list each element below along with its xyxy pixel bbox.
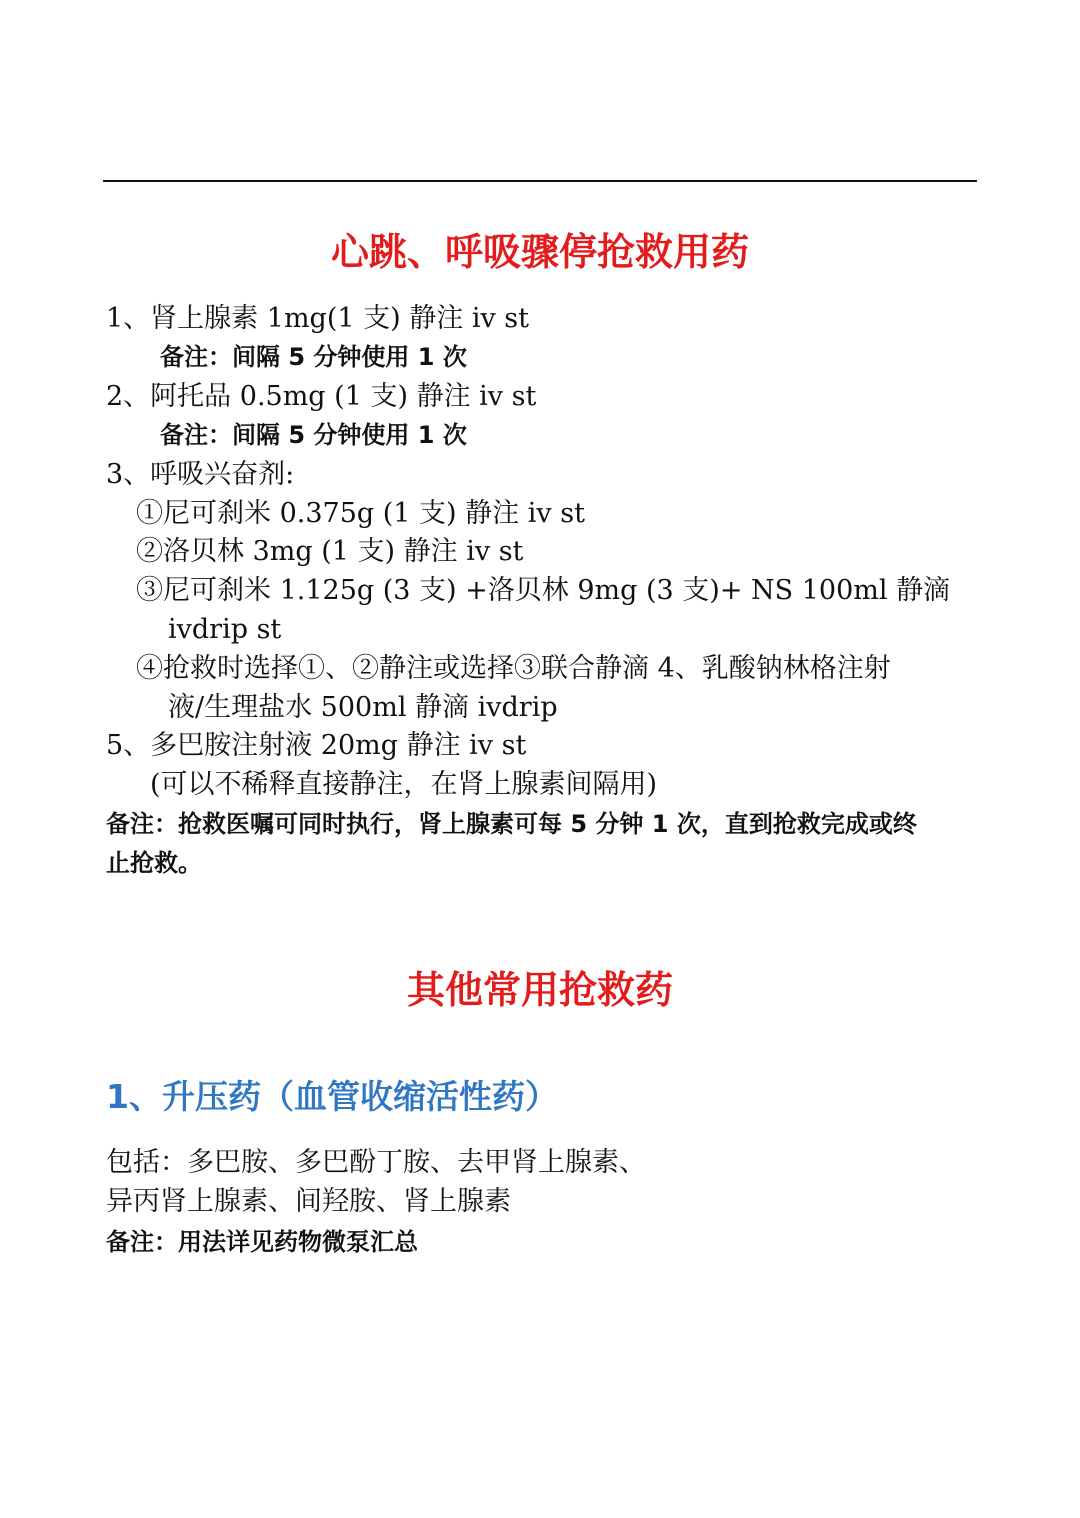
subheading-vasopressors: 1、升压药（血管收缩活性药） bbox=[106, 1077, 558, 1116]
note-general: 备注：抢救医嘱可同时执行，肾上腺素可每 5 分钟 1 次，直到抢救完成或终 bbox=[106, 810, 917, 838]
section-title-cardiac-arrest: 心跳、呼吸骤停抢救用药 bbox=[330, 230, 749, 274]
top-divider bbox=[103, 180, 977, 182]
subitem-combination-cont: ivdrip st bbox=[168, 614, 282, 645]
section-title-other-drugs: 其他常用抢救药 bbox=[406, 968, 673, 1012]
item-atropine: 2、阿托品 0.5mg (1 支) 静注 iv st bbox=[106, 381, 537, 412]
note-vasopressor: 备注：用法详见药物微泵汇总 bbox=[106, 1228, 418, 1256]
subitem-selection-cont: 液/生理盐水 500ml 静滴 ivdrip bbox=[168, 692, 558, 723]
subitem-lobeline: ②洛贝林 3mg (1 支) 静注 iv st bbox=[136, 536, 524, 567]
subitem-combination: ③尼可刹米 1.125g (3 支) +洛贝林 9mg (3 支)+ NS 100ml 静滴 bbox=[136, 575, 951, 606]
vasopressor-list-line1: 包括：多巴胺、多巴酚丁胺、去甲肾上腺素、 bbox=[106, 1147, 646, 1178]
note-epinephrine: 备注：间隔 5 分钟使用 1 次 bbox=[160, 343, 467, 371]
item-dopamine-note: (可以不稀释直接静注，在肾上腺素间隔用) bbox=[150, 769, 658, 800]
vasopressor-list-line2: 异丙肾上腺素、间羟胺、肾上腺素 bbox=[106, 1186, 511, 1217]
subitem-nikethamide: ①尼可刹米 0.375g (1 支) 静注 iv st bbox=[136, 498, 585, 529]
item-dopamine: 5、多巴胺注射液 20mg 静注 iv st bbox=[106, 730, 527, 761]
subitem-selection: ④抢救时选择①、②静注或选择③联合静滴 4、乳酸钠林格注射 bbox=[136, 653, 891, 684]
note-atropine: 备注：间隔 5 分钟使用 1 次 bbox=[160, 421, 467, 449]
item-epinephrine: 1、肾上腺素 1mg(1 支) 静注 iv st bbox=[106, 303, 529, 334]
item-respiratory-stimulant: 3、呼吸兴奋剂: bbox=[106, 459, 295, 490]
note-general-cont: 止抢救。 bbox=[106, 849, 202, 877]
